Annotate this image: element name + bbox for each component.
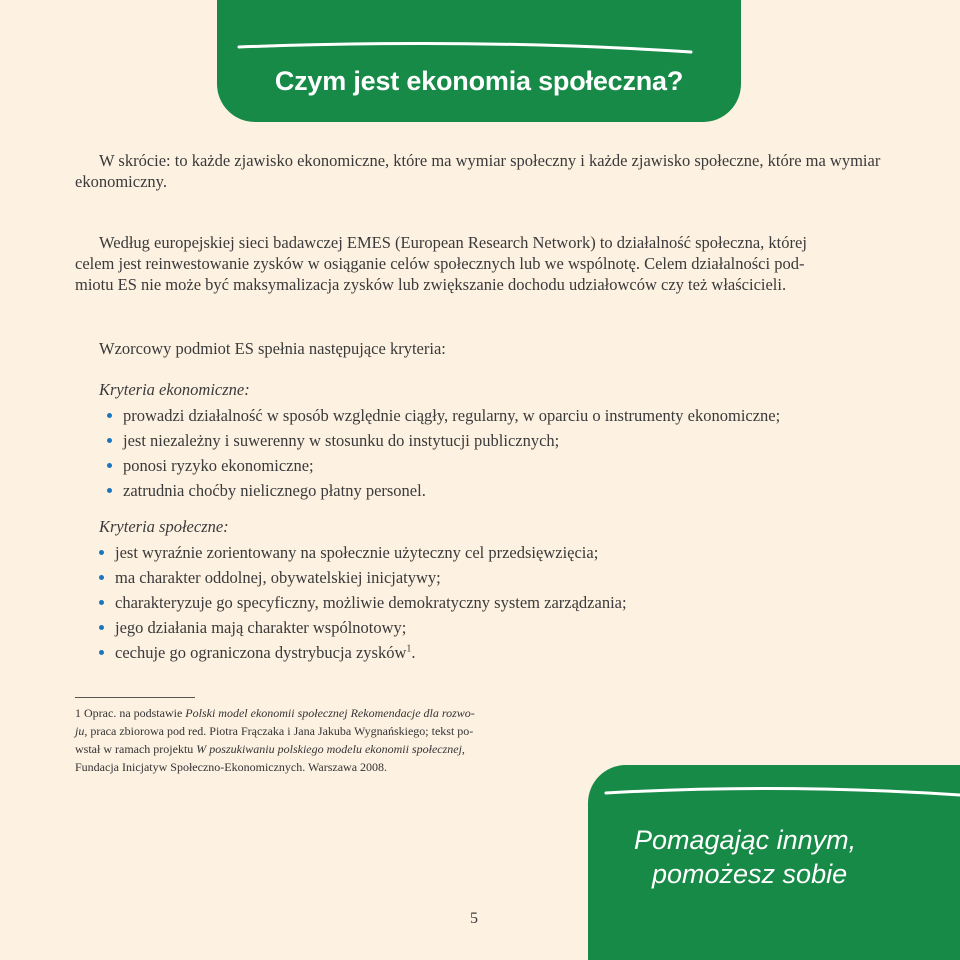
page-title: Czym jest ekonomia społeczna? (274, 66, 684, 96)
footnote-line-3: wstał w ramach projektu (75, 742, 194, 756)
slogan (634, 823, 856, 891)
list-item-text: jest wyraźnie zorientowany na społecznie użyteczny cel przedsięwzięcia; (115, 543, 599, 562)
bullet-icon (107, 438, 112, 443)
footnote-line-3-end: , (461, 742, 465, 756)
list-item-text: prowadzi działalność w sposób względnie ciągły, regularny, w oparciu o instrumenty ekonomiczne; (123, 406, 781, 425)
list-item-text: jego działania mają charakter wspólnotowy; (115, 618, 407, 637)
bullet-icon (107, 463, 112, 468)
footnote-marker[interactable]: 1 (406, 643, 412, 655)
list-item (115, 567, 627, 592)
economic-criteria-list (123, 405, 780, 505)
bullet-icon (107, 413, 112, 418)
page-number: 5 (470, 910, 478, 927)
slogan-line-1: Pomagając innym, (634, 825, 857, 855)
list-item (123, 405, 780, 430)
criteria-intro (75, 338, 885, 359)
social-criteria-list (115, 542, 627, 667)
footnote-line-2: praca zbiorowa pod red. Piotra Frączaka i Jana Jakuba Wygnańskiego; tekst po- (90, 724, 474, 738)
footnote-book-title-end: ju, (75, 724, 88, 738)
footnote-book-title: Polski model ekonomii społecznej Rekomendacje dla rozwo- (185, 706, 475, 720)
slogan-line-2: pomożesz sobie (652, 859, 848, 889)
emes-line-3: miotu ES nie może być maksymalizacja zysków lub zwiększanie dochodu udziałowców czy też właścicieli. (75, 275, 787, 294)
footnote-line-4: Fundacja Inicjatyw Społeczno-Ekonomicznych. Warszawa 2008. (75, 760, 388, 774)
list-item-text: zatrudnia choćby nielicznego płatny personel. (123, 481, 426, 500)
intro-paragraph (75, 150, 885, 192)
list-item (123, 480, 780, 505)
emes-line-2: celem jest reinwestowanie zysków w osiąganie celów społecznych lub we wspólnotę. Celem działalności pod- (75, 254, 805, 273)
bullet-icon (99, 575, 104, 580)
list-item (115, 592, 627, 617)
economic-criteria-heading: Kryteria ekonomiczne: (99, 380, 250, 399)
list-item-text: cechuje go ograniczona dystrybucja zysków (115, 643, 407, 662)
bullet-icon (107, 488, 112, 493)
social-criteria-heading: Kryteria społeczne: (99, 517, 229, 536)
emes-line-1: Według europejskiej sieci badawczej EMES (European Research Network) to działalność społeczna, której (99, 233, 807, 252)
list-item (123, 430, 780, 455)
bullet-icon (99, 650, 104, 655)
bullet-icon (99, 600, 104, 605)
header-wave-line (217, 0, 741, 122)
footnote (75, 704, 525, 776)
list-item-suffix: . (411, 643, 416, 662)
header-tab (217, 0, 741, 122)
footnote-prefix: Oprac. na podstawie (84, 706, 183, 720)
list-item (115, 642, 627, 667)
list-item-text: charakteryzuje go specyficzny, możliwie demokratyczny system zarządzania; (115, 593, 627, 612)
footnote-number: 1 (75, 706, 81, 720)
list-item-text: ma charakter oddolnej, obywatelskiej inicjatywy; (115, 568, 441, 587)
list-item-text: ponosi ryzyko ekonomiczne; (123, 456, 314, 475)
criteria-intro-text: Wzorcowy podmiot ES spełnia następujące kryteria: (99, 339, 446, 358)
bullet-icon (99, 625, 104, 630)
emes-paragraph (75, 232, 885, 295)
footnote-divider (75, 697, 195, 698)
list-item (115, 617, 627, 642)
bullet-icon (99, 550, 104, 555)
footnote-project-title: W poszukiwaniu polskiego modelu ekonomii społecznej (196, 742, 462, 756)
list-item-text: jest niezależny i suwerenny w stosunku do instytucji publicznych; (123, 431, 560, 450)
list-item (123, 455, 780, 480)
intro-text: W skrócie: to każde zjawisko ekonomiczne, które ma wymiar społeczny i każde zjawisko społeczne, które ma wymiar ekonomiczny. (75, 151, 881, 191)
list-item (115, 542, 627, 567)
